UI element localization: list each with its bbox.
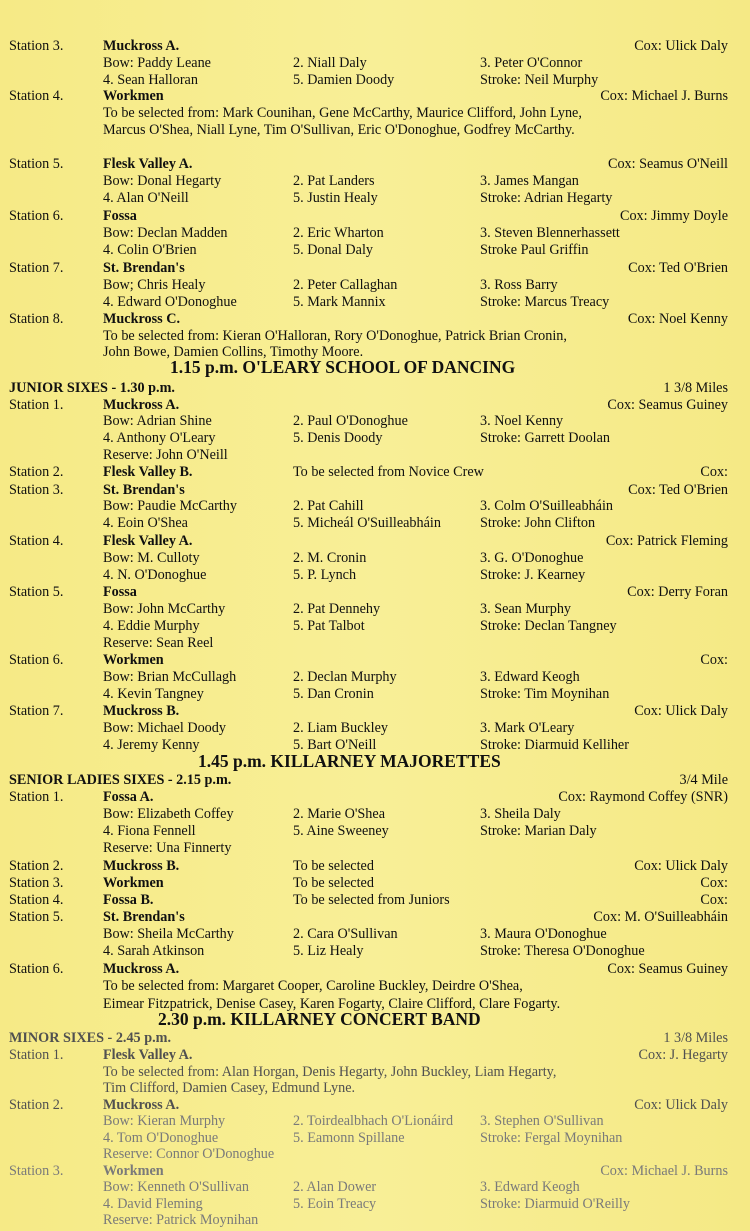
section-senior-ladies-sixes: SENIOR LADIES SIXES - 2.15 p.m. — [9, 772, 232, 788]
crew-name: Workmen — [103, 875, 164, 891]
rower-entry: 3. Mark O'Leary — [480, 720, 575, 736]
rower-entry: 3. Colm O'Suilleabháin — [480, 498, 613, 514]
rower-entry: 3. Maura O'Donoghue — [480, 926, 607, 942]
rower-entry: Stroke: Marcus Treacy — [480, 294, 610, 310]
station-label: Station 6. — [9, 961, 64, 977]
programme-line — [0, 840, 750, 857]
crew-name: Workmen — [103, 88, 164, 104]
programme-line — [0, 55, 750, 72]
rower-entry: Bow: Sheila McCarthy — [103, 926, 234, 942]
cox-entry: Cox: M. O'Suilleabháin — [593, 909, 728, 925]
rower-entry: To be selected from Juniors — [293, 892, 450, 908]
crew-name: Fossa A. — [103, 789, 154, 805]
programme-line — [0, 823, 750, 840]
programme-line — [0, 122, 750, 139]
programme-line — [0, 789, 750, 806]
programme-line — [0, 156, 750, 173]
rower-entry: Reserve: Sean Reel — [103, 635, 214, 651]
crew-name: Flesk Valley A. — [103, 1047, 193, 1063]
crew-name: Fossa — [103, 584, 137, 600]
crew-name: Muckross B. — [103, 703, 180, 719]
rower-entry: 2. Peter Callaghan — [293, 277, 398, 293]
programme-line — [0, 892, 750, 909]
station-label: Station 2. — [9, 464, 64, 480]
rower-entry: 3. Noel Kenny — [480, 413, 564, 429]
programme-line — [0, 926, 750, 943]
rower-entry: 4. Anthony O'Leary — [103, 430, 216, 446]
rower-entry: 5. Denis Doody — [293, 430, 383, 446]
crew-name: Flesk Valley B. — [103, 464, 193, 480]
rower-entry: Stroke Paul Griffin — [480, 242, 589, 258]
rower-entry: To be selected from: Alan Horgan, Denis Hegarty, John Buckley, Liam Hegarty, — [103, 1064, 557, 1080]
rower-entry: Bow; Chris Healy — [103, 277, 206, 293]
rower-entry: Bow: Elizabeth Coffey — [103, 806, 234, 822]
rower-entry: Eimear Fitzpatrick, Denise Casey, Karen Fogarty, Claire Clifford, Clare Fogarty. — [103, 996, 561, 1012]
crew-name: Muckross A. — [103, 961, 180, 977]
rower-entry: 3. Sean Murphy — [480, 601, 572, 617]
rower-entry: 2. Paul O'Donoghue — [293, 413, 408, 429]
rower-entry: Bow: Donal Hegarty — [103, 173, 222, 189]
rower-entry: 4. Eddie Murphy — [103, 618, 200, 634]
rower-entry: 5. Aine Sweeney — [293, 823, 389, 839]
heading-dancing: 1.15 p.m. O'LEARY SCHOOL OF DANCING — [170, 357, 516, 377]
programme-line — [0, 1080, 750, 1097]
distance: 1 3/8 Miles — [663, 380, 728, 396]
programme-line — [0, 464, 750, 481]
programme-line — [0, 1064, 750, 1081]
crew-name: Flesk Valley A. — [103, 533, 193, 549]
programme-line — [0, 447, 750, 464]
station-label: Station 7. — [9, 260, 64, 276]
crew-name: Muckross A. — [103, 1097, 180, 1113]
cox-entry: Cox: Ulick Daly — [634, 703, 728, 719]
programme-line — [0, 943, 750, 960]
cox-entry: Cox: Noel Kenny — [627, 311, 728, 327]
programme-line — [0, 294, 750, 311]
rower-entry: To be selected from: Margaret Cooper, Caroline Buckley, Deirdre O'Shea, — [103, 978, 523, 994]
cox-entry: Cox: Ted O'Brien — [628, 260, 728, 276]
programme-line — [0, 978, 750, 995]
programme-line — [0, 38, 750, 55]
programme-line — [0, 772, 750, 789]
crew-name: St. Brendan's — [103, 260, 185, 276]
rower-entry: 5. Bart O'Neill — [293, 737, 377, 753]
rower-entry: Stroke: Diarmuid O'Reilly — [480, 1196, 630, 1212]
rower-entry: 5. Mark Mannix — [293, 294, 386, 310]
rower-entry: 4. Sean Halloran — [103, 72, 198, 88]
rower-entry: Tim Clifford, Damien Casey, Edmund Lyne. — [103, 1080, 356, 1096]
rower-entry: 2. Pat Cahill — [293, 498, 364, 514]
cox-entry: Cox: — [700, 892, 728, 908]
cox-entry: Cox: Ulick Daly — [634, 858, 728, 874]
programme-line — [0, 105, 750, 122]
station-label: Station 4. — [9, 533, 64, 549]
rower-entry: 3. Edward Keogh — [480, 669, 580, 685]
programme-line — [0, 652, 750, 669]
rower-entry: 4. Alan O'Neill — [103, 190, 189, 206]
rower-entry: 5. Pat Talbot — [293, 618, 365, 634]
station-label: Station 1. — [9, 397, 64, 413]
programme-line — [0, 533, 750, 550]
programme-line — [0, 961, 750, 978]
rower-entry: To be selected — [293, 858, 374, 874]
programme-line — [0, 720, 750, 737]
station-label: Station 5. — [9, 156, 64, 172]
rower-entry: 5. Liz Healy — [293, 943, 364, 959]
programme-line — [0, 1009, 750, 1029]
programme-line — [0, 1047, 750, 1064]
rower-entry: Bow: Paudie McCarthy — [103, 498, 237, 514]
rower-entry: 3. Ross Barry — [480, 277, 558, 293]
programme-line — [0, 88, 750, 105]
rower-entry: Stroke: Garrett Doolan — [480, 430, 611, 446]
rower-entry: Stroke: John Clifton — [480, 515, 596, 531]
cox-entry: Cox: — [700, 875, 728, 891]
cox-entry: Cox: Michael J. Burns — [600, 1163, 728, 1179]
rower-entry: 3. Steven Blennerhassett — [480, 225, 620, 241]
rower-entry: 5. Eamonn Spillane — [293, 1130, 405, 1146]
programme-line — [0, 1163, 750, 1180]
programme-line — [0, 242, 750, 259]
rower-entry: To be selected from: Mark Counihan, Gene McCarthy, Maurice Clifford, John Lyne, — [103, 105, 582, 121]
rower-entry: Bow: John McCarthy — [103, 601, 226, 617]
programme-line — [0, 498, 750, 515]
cox-entry: Cox: Derry Foran — [627, 584, 728, 600]
programme-line — [0, 635, 750, 652]
rower-entry: 4. Eoin O'Shea — [103, 515, 188, 531]
programme-line — [0, 1130, 750, 1147]
programme-line — [0, 618, 750, 635]
station-label: Station 3. — [9, 38, 64, 54]
rower-entry: Stroke: Theresa O'Donoghue — [480, 943, 645, 959]
cox-entry: Cox: Seamus Guiney — [607, 961, 728, 977]
rower-entry: 4. N. O'Donoghue — [103, 567, 207, 583]
rower-entry: John Bowe, Damien Collins, Timothy Moore. — [103, 344, 364, 360]
cox-entry: Cox: Ted O'Brien — [628, 482, 728, 498]
rower-entry: 2. Cara O'Sullivan — [293, 926, 398, 942]
rower-entry: 3. G. O'Donoghue — [480, 550, 584, 566]
rower-entry: Bow: Brian McCullagh — [103, 669, 237, 685]
rower-entry: Bow: Paddy Leane — [103, 55, 211, 71]
rower-entry: To be selected from: Kieran O'Halloran, Rory O'Donoghue, Patrick Brian Cronin, — [103, 328, 567, 344]
station-label: Station 4. — [9, 88, 64, 104]
rower-entry: 4. Jeremy Kenny — [103, 737, 200, 753]
section-minor-sixes: MINOR SIXES - 2.45 p.m. — [9, 1030, 171, 1046]
programme-line — [0, 277, 750, 294]
station-label: Station 6. — [9, 652, 64, 668]
rower-entry: 4. Kevin Tangney — [103, 686, 204, 702]
rower-entry: 5. Dan Cronin — [293, 686, 374, 702]
programme-line — [0, 584, 750, 601]
rower-entry: Bow: Kieran Murphy — [103, 1113, 226, 1129]
rower-entry: Stroke: Diarmuid Kelliher — [480, 737, 629, 753]
cox-entry: Cox: Ulick Daly — [634, 38, 728, 54]
programme-line — [0, 225, 750, 242]
rower-entry: 4. David Fleming — [103, 1196, 203, 1212]
rower-entry: Reserve: John O'Neill — [103, 447, 228, 463]
programme-line — [0, 72, 750, 89]
programme-line — [0, 357, 750, 377]
programme-line — [0, 482, 750, 499]
station-label: Station 2. — [9, 858, 64, 874]
programme-line — [0, 380, 750, 397]
station-label: Station 3. — [9, 875, 64, 891]
rower-entry: 5. P. Lynch — [293, 567, 357, 583]
rower-entry: Bow: M. Culloty — [103, 550, 200, 566]
cox-entry: Cox: — [700, 464, 728, 480]
cox-entry: Cox: — [700, 652, 728, 668]
crew-name: Flesk Valley A. — [103, 156, 193, 172]
programme-line — [0, 669, 750, 686]
station-label: Station 5. — [9, 909, 64, 925]
programme-line — [0, 397, 750, 414]
cox-entry: Cox: J. Hegarty — [638, 1047, 728, 1063]
cox-entry: Cox: Raymond Coffey (SNR) — [558, 789, 728, 805]
station-label: Station 3. — [9, 1163, 64, 1179]
rower-entry: 2. Pat Dennehy — [293, 601, 381, 617]
programme-line — [0, 1179, 750, 1196]
section-junior-sixes: JUNIOR SIXES - 1.30 p.m. — [9, 380, 175, 396]
cox-entry: Cox: Michael J. Burns — [600, 88, 728, 104]
rower-entry: 5. Donal Daly — [293, 242, 373, 258]
programme-line — [0, 413, 750, 430]
station-label: Station 6. — [9, 208, 64, 224]
crew-name: Muckross B. — [103, 858, 180, 874]
programme-line — [0, 550, 750, 567]
crew-name: Fossa B. — [103, 892, 154, 908]
rower-entry: Reserve: Patrick Moynihan — [103, 1212, 259, 1228]
rower-entry: 3. Stephen O'Sullivan — [480, 1113, 604, 1129]
programme-line — [0, 875, 750, 892]
heading-majorettes: 1.45 p.m. KILLARNEY MAJORETTES — [198, 751, 501, 771]
station-label: Station 2. — [9, 1097, 64, 1113]
rower-entry: Stroke: Declan Tangney — [480, 618, 617, 634]
crew-name: Workmen — [103, 1163, 164, 1179]
programme-line — [0, 601, 750, 618]
crew-name: Muckross C. — [103, 311, 180, 327]
rower-entry: 5. Damien Doody — [293, 72, 395, 88]
rower-entry: Reserve: Una Finnerty — [103, 840, 232, 856]
rower-entry: 5. Micheál O'Suilleabháin — [293, 515, 441, 531]
rower-entry: 2. Niall Daly — [293, 55, 367, 71]
rower-entry: Bow: Michael Doody — [103, 720, 226, 736]
rower-entry: 3. Edward Keogh — [480, 1179, 580, 1195]
rower-entry: Bow: Adrian Shine — [103, 413, 212, 429]
cox-entry: Cox: Ulick Daly — [634, 1097, 728, 1113]
heading-concert-band: 2.30 p.m. KILLARNEY CONCERT BAND — [158, 1009, 481, 1029]
crew-name: Workmen — [103, 652, 164, 668]
cox-entry: Cox: Seamus O'Neill — [608, 156, 728, 172]
programme-line — [0, 311, 750, 328]
rower-entry: 5. Eoin Treacy — [293, 1196, 377, 1212]
cox-entry: Cox: Patrick Fleming — [605, 533, 728, 549]
rower-entry: Stroke: Adrian Hegarty — [480, 190, 613, 206]
crew-name: Muckross A. — [103, 38, 180, 54]
rower-entry: Bow: Declan Madden — [103, 225, 228, 241]
rower-entry: 3. Sheila Daly — [480, 806, 561, 822]
rower-entry: 2. Liam Buckley — [293, 720, 388, 736]
rower-entry: 4. Colin O'Brien — [103, 242, 197, 258]
crew-name: Muckross A. — [103, 397, 180, 413]
rower-entry: 2. Declan Murphy — [293, 669, 397, 685]
rower-entry: 3. James Mangan — [480, 173, 579, 189]
station-label: Station 1. — [9, 1047, 64, 1063]
rower-entry: Stroke: Neil Murphy — [480, 72, 599, 88]
rower-entry: 4. Fiona Fennell — [103, 823, 196, 839]
crew-name: St. Brendan's — [103, 482, 185, 498]
rower-entry: 2. Toirdealbhach O'Lionáird — [293, 1113, 454, 1129]
programme-line — [0, 806, 750, 823]
rower-entry: Reserve: Connor O'Donoghue — [103, 1146, 275, 1162]
rower-entry: To be selected — [293, 875, 374, 891]
programme-line — [0, 1030, 750, 1047]
rower-entry: 4. Tom O'Donoghue — [103, 1130, 219, 1146]
distance: 1 3/8 Miles — [663, 1030, 728, 1046]
rower-entry: 2. Alan Dower — [293, 1179, 377, 1195]
crew-name: St. Brendan's — [103, 909, 185, 925]
programme-line — [0, 173, 750, 190]
programme-line — [0, 909, 750, 926]
distance: 3/4 Mile — [679, 772, 728, 788]
rower-entry: 2. Pat Landers — [293, 173, 375, 189]
programme-line — [0, 1212, 750, 1229]
rower-entry: Bow: Kenneth O'Sullivan — [103, 1179, 249, 1195]
programme-line — [0, 1196, 750, 1213]
station-label: Station 8. — [9, 311, 64, 327]
programme-line — [0, 751, 750, 771]
rower-entry: 5. Justin Healy — [293, 190, 378, 206]
programme-line — [0, 328, 750, 345]
programme-line — [0, 208, 750, 225]
station-label: Station 5. — [9, 584, 64, 600]
rower-entry: 4. Edward O'Donoghue — [103, 294, 237, 310]
rower-entry: 2. M. Cronin — [293, 550, 367, 566]
rower-entry: To be selected from Novice Crew — [293, 464, 484, 480]
programme-line — [0, 567, 750, 584]
rower-entry: Stroke: J. Kearney — [480, 567, 586, 583]
station-label: Station 4. — [9, 892, 64, 908]
station-label: Station 3. — [9, 482, 64, 498]
rower-entry: Stroke: Marian Daly — [480, 823, 597, 839]
crew-name: Fossa — [103, 208, 137, 224]
station-label: Station 7. — [9, 703, 64, 719]
cox-entry: Cox: Jimmy Doyle — [620, 208, 728, 224]
station-label: Station 1. — [9, 789, 64, 805]
rower-entry: 2. Eric Wharton — [293, 225, 384, 241]
programme-line — [0, 190, 750, 207]
programme-line — [0, 703, 750, 720]
programme-line — [0, 515, 750, 532]
rower-entry: 4. Sarah Atkinson — [103, 943, 205, 959]
cox-entry: Cox: Seamus Guiney — [607, 397, 728, 413]
rower-entry: Stroke: Tim Moynihan — [480, 686, 610, 702]
rower-entry: Stroke: Fergal Moynihan — [480, 1130, 623, 1146]
programme-line — [0, 686, 750, 703]
programme-line — [0, 1097, 750, 1114]
programme-line — [0, 430, 750, 447]
programme-line — [0, 858, 750, 875]
programme-line — [0, 1113, 750, 1130]
rower-entry: 3. Peter O'Connor — [480, 55, 583, 71]
rower-entry: Marcus O'Shea, Niall Lyne, Tim O'Sullivan, Eric O'Donoghue, Godfrey McCarthy. — [103, 122, 575, 138]
programme-line — [0, 1146, 750, 1163]
programme-line — [0, 260, 750, 277]
rower-entry: 2. Marie O'Shea — [293, 806, 385, 822]
